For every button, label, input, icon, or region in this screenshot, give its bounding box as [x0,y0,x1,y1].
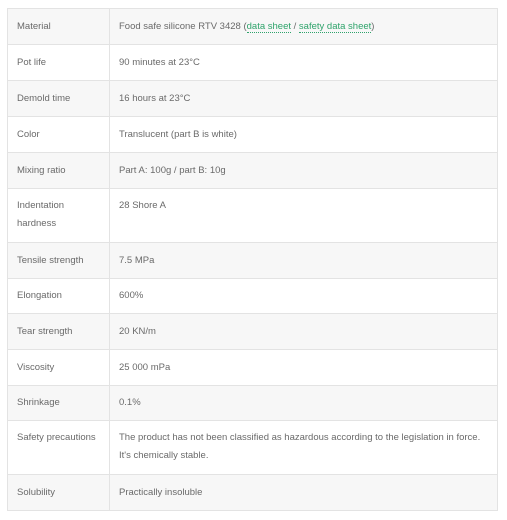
spec-label: Elongation [8,279,110,314]
spec-row-demold-time [8,81,498,117]
spec-value: 28 Shore A [110,189,498,243]
spec-value: Part A: 100g / part B: 10g [110,153,498,189]
data-sheet-link[interactable]: data sheet [246,20,291,32]
spec-row-mixing-ratio [8,153,498,189]
spec-row-tensile-strength [8,243,498,279]
spec-value: 90 minutes at 23°C [110,45,498,81]
spec-row-tear-strength [8,314,498,350]
spec-row-safety-precautions [8,421,498,475]
spec-label: Demold time [8,81,110,117]
spec-row-shrinkage [8,386,498,421]
spec-value: 25 000 mPa [110,350,498,386]
spec-value: 20 KN/m [110,314,498,350]
spec-row-color [8,117,498,153]
spec-row-elongation [8,279,498,314]
spec-row-viscosity [8,350,498,386]
spec-row-solubility [8,475,498,511]
spec-value: Practically insoluble [110,475,498,511]
spec-label: Color [8,117,110,153]
spec-row-pot-life [8,45,498,81]
spec-value: 0.1% [110,386,498,421]
spec-label: Safety precautions [8,421,110,475]
spec-value: The product has not been classified as hazardous according to the legislation in force. It's chemically stable. [110,421,498,475]
spec-row-material [8,9,498,45]
spec-value: Translucent (part B is white) [110,117,498,153]
spec-label: Tensile strength [8,243,110,279]
spec-label: Viscosity [8,350,110,386]
material-name: Food safe silicone RTV 3428 ( [119,20,247,32]
spec-value: 600% [110,279,498,314]
specifications-table [7,8,498,511]
spec-label: Tear strength [8,314,110,350]
spec-label: Shrinkage [8,386,110,421]
link-separator: / [291,20,299,32]
spec-label: Indentation hardness [8,189,110,243]
safety-data-sheet-link[interactable]: safety data sheet [298,20,372,32]
spec-label: Solubility [8,475,110,511]
spec-value: 16 hours at 23°C [110,81,498,117]
closing-paren: ) [371,20,375,32]
spec-label: Material [8,9,110,45]
spec-value: 7.5 MPa [110,243,498,279]
spec-label: Mixing ratio [8,153,110,189]
spec-value [110,9,498,45]
spec-label: Pot life [8,45,110,81]
spec-row-indentation-hardness [8,189,498,243]
